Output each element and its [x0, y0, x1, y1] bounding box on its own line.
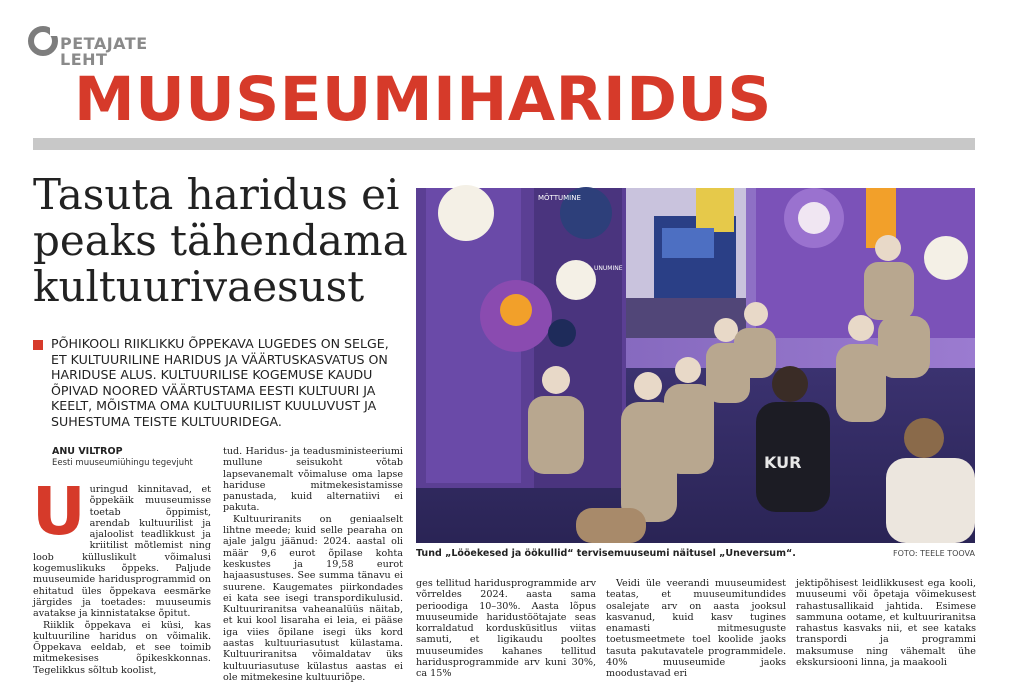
body-paragraph: Veidi üle veerandi muuseumidest teatas, et muuseumitundides osalejate arv on aasta jooksul kasvanud, kuid kasv tugines enamasti mitmesuguste toetusmeetmete toel koolide jaoks tasuta pakutavatele programmidele. 40% muuseumide jaoks moodustavad eri: [606, 578, 786, 680]
body-column-3: [416, 578, 596, 680]
article-lede: PÕHIKOOLI RIIKLIKKU ÕPPEKAVA LUGEDES ON SELGE, ET KULTUURILINE HARIDUS JA VÄÄRTUSKASVATUS ON HARIDUSE ALUS. KULTUURILISE KOGEMUSE KAUDU ÕPIVAD NOORED VÄÄRTUSTAMA EESTI KULTUURI JA KEELT, MÕISTMA OMA KULTUURILIST KUULUVUST JA SUHESTUMA TEISTE KULTUURIDEGA.: [51, 336, 389, 429]
section-title: MUUSEUMIHARIDUS: [74, 64, 772, 135]
body-column-5: [796, 578, 976, 669]
panel-title-2: UNUMINE: [594, 265, 623, 272]
shirt-text: KUR: [764, 453, 802, 472]
body-paragraph: uringud kinnitavad, et õppekäik muuseumisse toetab õppimist, arendab kultuurilist ja ajaloolist teadlikkust ja kriitilist mõtlemist ning loob külluslikult võimalusi kogemuslikuks õppeks. Paljude muuseumide haridusprogrammid on ehitatud üles õppekava eesmärke järgides ja toetades: muuseumis avatakse ja kinnistatakse õpitut.: [33, 484, 211, 620]
author-name: ANU VILTROP: [52, 446, 123, 457]
body-paragraph: tud. Haridus- ja teadusministeeriumi mullune seisukoht võtab lapsevanemalt võimaluse oma lapse hariduse mitmekesistamisse panustada, kuid alternatiivi ei pakuta.: [223, 446, 403, 514]
article-headline: Tasuta haridus ei peaks tähendama kultuurivaesust: [33, 170, 408, 311]
logo-ring-gap: [50, 26, 60, 36]
author-role: Eesti muuseumiühingu tegevjuht: [52, 458, 193, 468]
body-paragraph: Riiklik õppekava ei küsi, kas kultuuriline haridus on võimalik. Õppekava eeldab, et see toimib mitmekesises õpikeskkonnas. Tegelikkus sõltub koolist,: [33, 619, 211, 676]
article-photo: [416, 188, 975, 543]
photo-credit: FOTO: TEELE TOOVA: [892, 549, 975, 558]
body-paragraph: Kultuuriranits on geniaalselt lihtne meede; kuid selle pearaha on ajale jalgu jäänud: 2024. aastal oli määr 9,6 eurot õpilase kohta keskustes ja 19,58 eurot hajaasustuses. See summa tänavu ei suurene. Kaugemates piirkondades ei kata see isegi transpordikulusid. Kultuuriranitsa vaheanalüüs näitab, et kui kool lisaraha ei leia, ei pääse iga viies õpilane isegi üks kord aastas kultuuriasutust külastama. Kultuuriranitsa võimaldatav üks kultuuriasutuse külastus aastas ei ole mitmekesine kultuuriõpe.: [223, 513, 403, 683]
section-divider: [33, 138, 975, 150]
photo-caption: Tund „Lööekesed ja öökullid“ tervisemuuseumi näitusel „Uneversum“.: [416, 548, 796, 559]
body-column-2: [223, 446, 403, 683]
body-paragraph: ges tellitud haridusprogrammide arv võrreldes 2024. aasta sama perioodiga 10–30%. Aasta lõpus muuseumide haridustöötajate seas korraldatud kordusküsitlus viitas samuti, et ligikaudu pooltes muuseumides kahanes tellitud haridusprogrammide arv kuni 30%, ca 15%: [416, 578, 596, 680]
drop-cap: U: [32, 473, 86, 550]
body-paragraph: jektipõhisest leidlikkusest ega kooli, muuseumi või õpetaja võimekusest rahastusallikaid jahtida. Esimese sammuna ootame, et kultuuriranitsa rahastus kasvaks nii, et see kataks transpordi ja programmi maksumuse ning vähemalt ühe ekskursiooni linna, ja maakooli: [796, 578, 976, 669]
lede-marker: [33, 340, 43, 350]
logo-line-2: LEHT: [60, 50, 108, 69]
panel-title: MÕTTUMINE: [538, 194, 581, 202]
body-column-4: [606, 578, 786, 680]
logo-line-1: PETAJATE: [60, 34, 148, 53]
body-column-1: [32, 473, 211, 676]
